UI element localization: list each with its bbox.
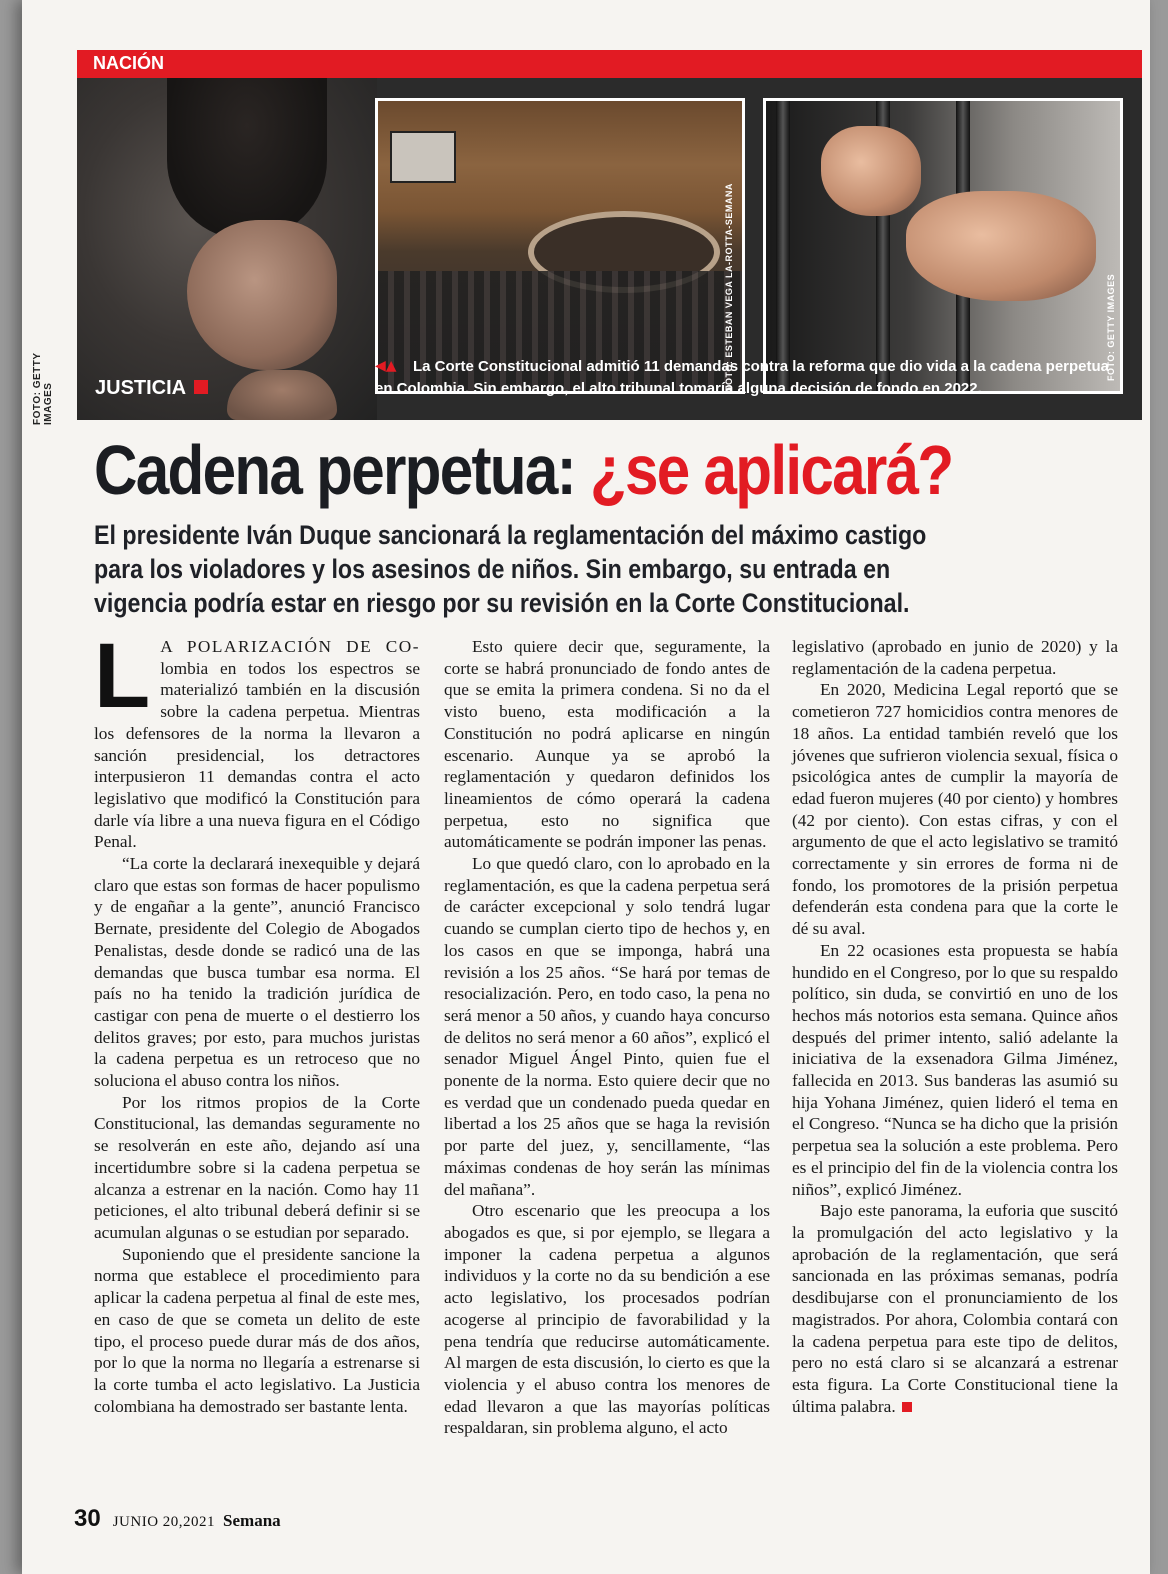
issue-date: JUNIO 20,2021 bbox=[112, 1514, 216, 1530]
category-tag-label: JUSTICIA bbox=[95, 377, 187, 399]
body-paragraph: Esto quiere decir que, seguramente, la corte se habrá pronunciado de fondo antes de que se emita la primera condena. Si no da el visto bueno, esta modificación a la Constitución no podrá aplicarse en ningún escenario. Aunque ya se aprobó la reglamentación y quedaron definidos los lineamientos de cómo operará la cadena perpetua, esto no significa que automáticamente se podrán imponer las penas. bbox=[444, 637, 770, 852]
girl-arm-shape bbox=[187, 220, 337, 370]
body-paragraph bbox=[792, 1200, 1118, 1417]
headline-accent: ¿se aplicará? bbox=[589, 431, 953, 509]
page-footer bbox=[74, 1505, 281, 1533]
publication-name: Semana bbox=[223, 1511, 281, 1530]
girl-hair-shape bbox=[167, 50, 327, 240]
photo-caption: La Corte Constitucional admitió 11 demandas contra la reforma que dio vida a la cadena perpetua en Colombia. Sin embargo, el alto tribunal tomaría alguna decisión de fondo en 2022. bbox=[375, 358, 1110, 397]
deck-line: vigencia podría estar en riesgo por su revisión en la Corte Constitucional. bbox=[94, 588, 910, 618]
body-column-1 bbox=[94, 625, 420, 1417]
deck-line: El presidente Iván Duque sancionará la reglamentación del máximo castigo bbox=[94, 520, 927, 550]
deck-subtitle bbox=[94, 518, 1126, 620]
page-number: 30 bbox=[74, 1505, 101, 1532]
end-mark-icon bbox=[902, 1402, 912, 1412]
court-photo bbox=[375, 98, 745, 394]
court-screen bbox=[390, 131, 456, 183]
body-paragraph bbox=[94, 625, 420, 853]
body-paragraph: legislativo (aprobado en junio de 2020) y la reglamentación de la cadena perpetua. bbox=[792, 637, 1118, 678]
magazine-page bbox=[22, 0, 1150, 1574]
headline-main: Cadena perpetua: bbox=[94, 431, 575, 509]
side-photo-credit: FOTO: GETTY IMAGES bbox=[32, 352, 54, 425]
body-paragraph: “La corte la declarará inexequible y dejará claro que estas son formas de hacer populismo y de engañar a la gente”, anunció Francisco Bernate, presidente del Colegio de Abogados Penalistas, desde donde se radicó una de las demandas que busca tumbar esa norma. El país no ha tenido la tradición jurídica de castigar con pena de muerte o el destierro los delitos graves; por esto, para muchos juristas la cadena perpetua es un retroceso que no soluciona el abuso contra los niños. bbox=[94, 854, 420, 1091]
prison-bar bbox=[776, 101, 790, 391]
body-paragraph: Lo que quedó claro, con lo aprobado en la reglamentación, es que la cadena perpetua será de carácter excepcional y solo tendrá lugar cuando se cumplan cierto tipo de hechos y, en los casos en que se imponga, habrá una revisión a los 25 años. “Se hará por temas de resocialización. Pero, en todo caso, la pena no será menor a 50 años, y cuando haya concurso de delitos no será menor a 60 años”, explicó el senador Miguel Ángel Pinto, quien fue el ponente de la norma. Esto quiere decir que no es verdad que un condenado pueda quedar en libertad a los 25 años que se haga la revisión por parte del juez, y, sencillamente, “las máximas condenas de hoy serán las mínimas del mañana”. bbox=[444, 854, 770, 1199]
final-paragraph-text: Bajo este panorama, la euforia que suscitó la promulgación del acto legislativo y la aprobación de la reglamentación, que será sancionada en las próximas semanas, podría desdibujarse con el pronunciamiento de los magistrados. Por ahora, Colombia contará con la cadena perpetua para este tipo de delitos, pero no está claro si se alcanzará a estrenar esta figura. La Corte Constitucional tiene la última palabra. bbox=[792, 1201, 1118, 1416]
lead-caps: A POLARIZACIÓN DE CO- bbox=[160, 637, 420, 656]
caption-arrows-icon: ◀▲ bbox=[375, 358, 397, 374]
hero-background-photo bbox=[77, 50, 377, 420]
lead-text: lombia en todos los espectros se materializó también en la discusión sobre la cadena perpetua. Mientras los defensores de la norma la llevaron a sanción presidencial, los detractores interpusieron 11 demandas contra el acto legislativo que modificó la Constitución para darle vía libre a una nueva figura en el Código Penal. bbox=[94, 658, 420, 852]
prison-bars-photo bbox=[763, 98, 1123, 394]
left-fist-shape bbox=[821, 126, 921, 216]
category-tag bbox=[95, 377, 208, 400]
court-photo-credit: FOTO: ESTEBAN VEGA LA-ROTTA-SEMANA bbox=[724, 183, 734, 391]
body-paragraph: En 2020, Medicina Legal reportó que se cometieron 727 homicidios contra menores de 18 años. La entidad también reveló que los jóvenes que sufrieron violencia sexual, física o psicológica antes de cumplir la mayoría de edad fueron mujeres (40 por ciento) y hombres (42 por ciento). Con estas cifras, y con el argumento de que el acto legislativo se tramitó correctamente y sin errores de forma ni de fondo, los promotores de la prisión perpetua defenderán esta condena para que la corte le dé su aval. bbox=[792, 680, 1118, 939]
body-paragraph: Por los ritmos propios de la Corte Constitucional, las demandas seguramente no se resolverán en este año, dejando así una incertidumbre sobre si la cadena perpetua se alcanza a estrenar en la nación. Como hay 11 peticiones, el alto tribunal deberá definir si se acumulan algunas o se estudian por separado. bbox=[94, 1092, 420, 1242]
girl-feet-shape bbox=[227, 370, 337, 420]
body-column-2 bbox=[444, 636, 770, 1439]
headline bbox=[94, 428, 1006, 512]
section-label: NACIÓN bbox=[93, 53, 164, 73]
body-paragraph: En 22 ocasiones esta propuesta se había hundido en el Congreso, por lo que su respaldo político, sin duda, se convirtió en uno de los hechos más notorios esta semana. Quince años después del primer intento, salió adelante la iniciativa de la exsenadora Gilma Jiménez, fallecida en 2013. Sus banderas las asumió su hija Yohana Jiménez, quien lideró el tema en el Congreso. “Nunca se ha dicho que la prisión perpetua sea la solución a este problema. Pero es el principio del fin de la violencia contra los niños”, explicó Jiménez. bbox=[792, 940, 1118, 1199]
red-square-icon bbox=[194, 380, 208, 394]
prison-photo-credit: FOTO: GETTY IMAGES bbox=[1106, 273, 1116, 381]
deck-line: para los violadores y los asesinos de niños. Sin embargo, su entrada en bbox=[94, 554, 891, 584]
drop-cap: L bbox=[94, 625, 151, 727]
hero-banner bbox=[77, 50, 1142, 420]
right-fist-shape bbox=[906, 191, 1096, 301]
body-paragraph: Otro escenario que les preocupa a los abogados es que, si por ejemplo, se llegara a imponer la cadena perpetua a algunos individuos y la corte no da su bendición a ese acto legislativo, los procesados podrían acogerse al principio de favorabilidad y la pena tendría que reducirse automáticamente. Al margen de esta discusión, lo cierto es que la violencia y el abuso contra los menores de edad llevaron a que las mayorías políticas respaldaran, sin problema alguno, el acto bbox=[444, 1201, 770, 1438]
body-paragraph: Suponiendo que el presidente sancione la norma que establece el procedimiento para aplicar la cadena perpetua al final de este mes, en caso de que se cometa un delito de este tipo, el proceso puede durar más de dos años, por lo que la norma no llegaría a estrenarse si la corte tumba el acto legislativo. La Justicia colombiana ha demostrado ser bastante lenta. bbox=[94, 1244, 420, 1416]
section-band bbox=[77, 50, 1142, 78]
body-column-3 bbox=[792, 636, 1118, 1417]
